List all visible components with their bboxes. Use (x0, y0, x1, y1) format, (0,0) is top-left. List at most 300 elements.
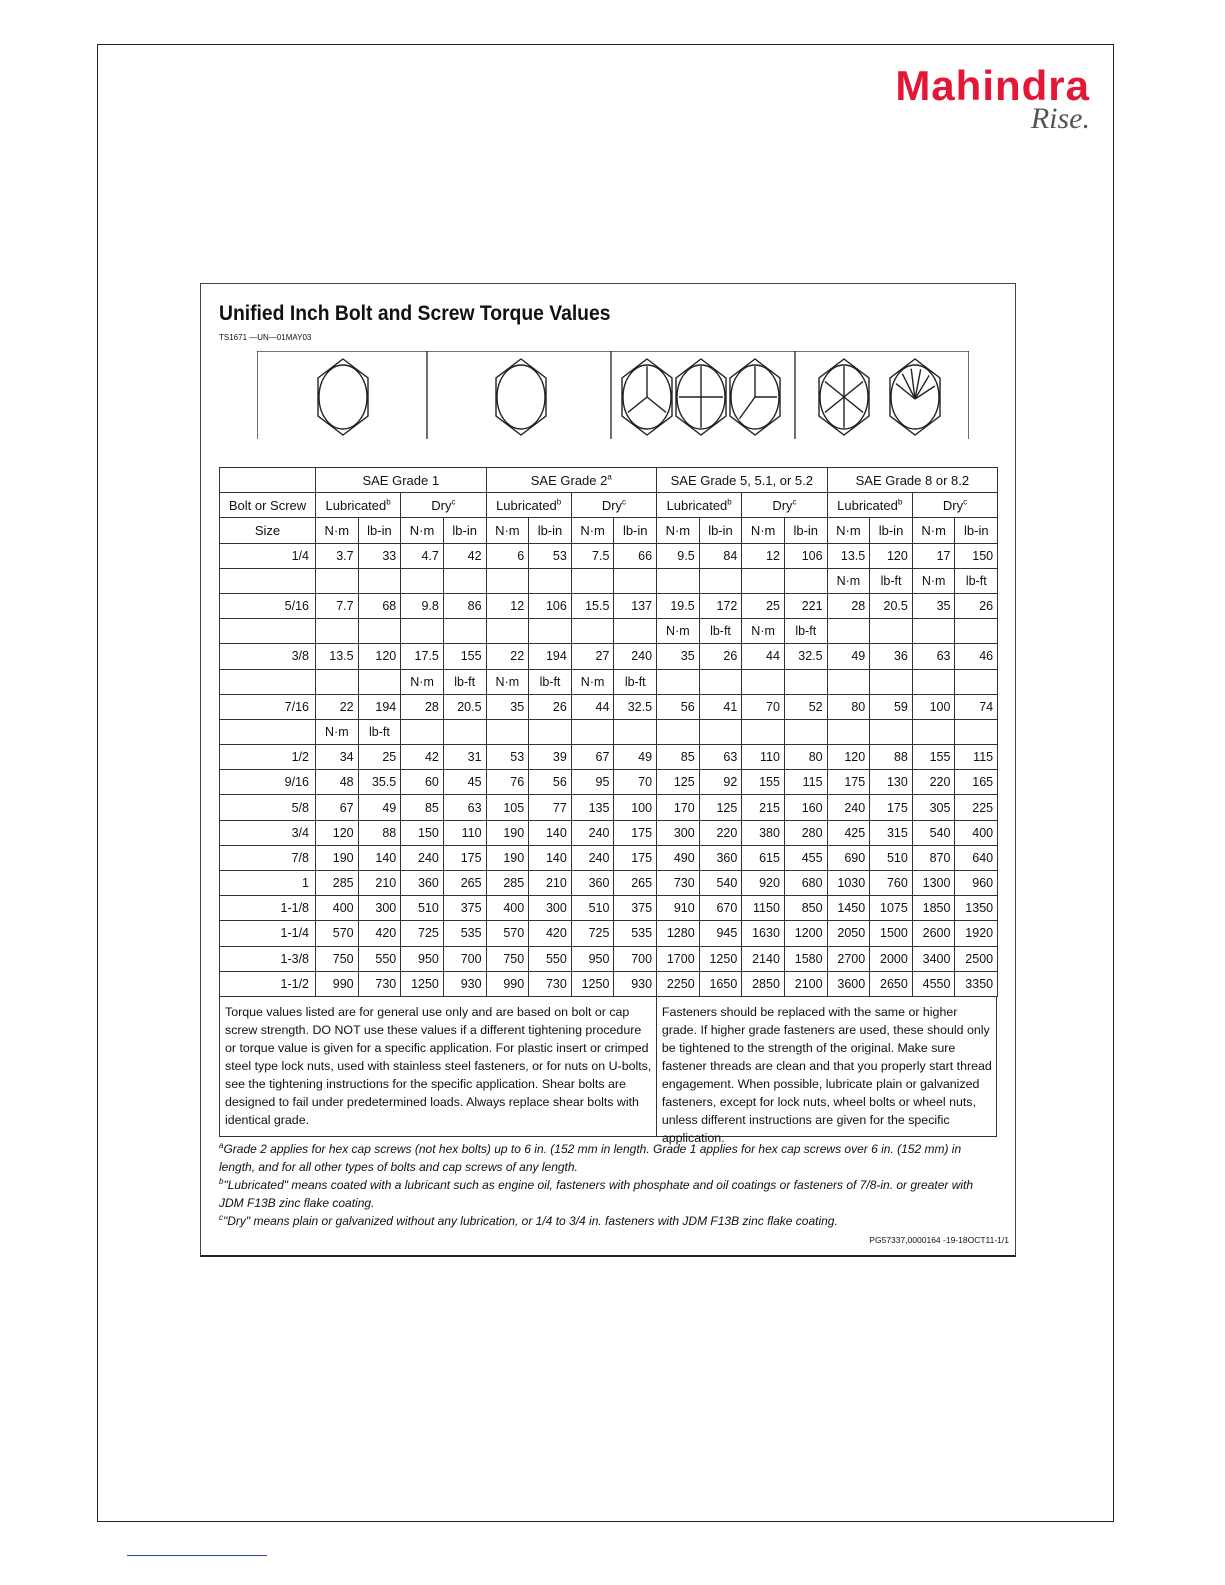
torque-value-cell: 300 (358, 896, 401, 921)
bolt-size-cell: 1-1/2 (220, 971, 316, 996)
table-row (220, 946, 998, 971)
torque-value-cell (699, 568, 742, 593)
table-row (220, 593, 998, 618)
torque-value-cell (316, 619, 359, 644)
bolt-size-cell: 1-3/8 (220, 946, 316, 971)
three-radial-lines-head-icon (730, 359, 780, 435)
torque-value-cell (827, 669, 870, 694)
torque-value-cell: 690 (827, 845, 870, 870)
torque-value-cell (614, 619, 657, 644)
torque-value-cell: 49 (358, 795, 401, 820)
grade-header (316, 468, 487, 493)
torque-value-cell: 85 (657, 745, 700, 770)
torque-value-cell: 175 (827, 770, 870, 795)
torque-value-cell: 88 (358, 820, 401, 845)
grade-header-label: SAE Grade 8 or 8.2 (855, 472, 970, 488)
torque-value-cell: 63 (443, 795, 486, 820)
torque-value-cell: 215 (742, 795, 785, 820)
torque-value-cell (486, 719, 529, 744)
three-radial-lines-head-icon (622, 359, 672, 435)
torque-value-cell: 106 (784, 543, 827, 568)
unit-change-cell: N·m (742, 619, 785, 644)
torque-value-cell (657, 568, 700, 593)
torque-value-cell: 32.5 (614, 694, 657, 719)
torque-value-cell: 280 (784, 820, 827, 845)
torque-value-cell: 66 (614, 543, 657, 568)
mahindra-logo (836, 62, 1090, 134)
torque-value-cell: 510 (571, 896, 614, 921)
torque-value-cell: 420 (358, 921, 401, 946)
unit-header: N·m (316, 518, 359, 543)
torque-value-cell: 285 (316, 871, 359, 896)
lubricated-header (827, 493, 912, 518)
torque-value-cell: 27 (571, 644, 614, 669)
torque-value-cell: 1200 (784, 921, 827, 946)
torque-value-cell: 194 (529, 644, 572, 669)
torque-value-cell: 1700 (657, 946, 700, 971)
torque-value-cell: 570 (486, 921, 529, 946)
torque-value-cell (870, 719, 913, 744)
torque-value-cell: 960 (955, 871, 998, 896)
torque-value-cell: 750 (486, 946, 529, 971)
torque-value-cell: 2600 (912, 921, 955, 946)
torque-value-cell: 4.7 (401, 543, 444, 568)
bolt-size-cell (220, 719, 316, 744)
bolt-size-cell: 5/8 (220, 795, 316, 820)
torque-value-cell (870, 619, 913, 644)
torque-value-cell: 110 (443, 820, 486, 845)
torque-value-cell: 360 (401, 871, 444, 896)
torque-value-cell: 300 (529, 896, 572, 921)
torque-value-cell: 300 (657, 820, 700, 845)
torque-value-cell: 510 (401, 896, 444, 921)
lubricated-label: Lubricated (837, 497, 898, 513)
torque-value-cell: 315 (870, 820, 913, 845)
torque-value-cell: 155 (912, 745, 955, 770)
torque-value-cell: 70 (614, 770, 657, 795)
torque-value-cell: 63 (912, 644, 955, 669)
plain-hex-head-icon (496, 359, 546, 435)
grade-header-label: SAE Grade 1 (362, 472, 440, 488)
torque-value-cell: 68 (358, 593, 401, 618)
torque-value-cell: 34 (316, 745, 359, 770)
unit-change-cell: N·m (827, 568, 870, 593)
torque-value-cell: 28 (827, 593, 870, 618)
torque-value-cell: 760 (870, 871, 913, 896)
torque-value-cell: 535 (614, 921, 657, 946)
torque-table (219, 467, 998, 997)
torque-value-cell: 730 (358, 971, 401, 996)
torque-value-cell: 1150 (742, 896, 785, 921)
torque-spec-sheet (200, 283, 1016, 1257)
torque-value-cell: 1030 (827, 871, 870, 896)
bolt-size-cell: 9/16 (220, 770, 316, 795)
torque-value-cell: 210 (529, 871, 572, 896)
torque-value-cell (443, 568, 486, 593)
torque-value-cell: 490 (657, 845, 700, 870)
torque-value-cell: 1650 (699, 971, 742, 996)
unit-header: lb-in (870, 518, 913, 543)
unit-change-cell: lb-ft (955, 568, 998, 593)
bolt-size-cell (220, 669, 316, 694)
torque-value-cell: 77 (529, 795, 572, 820)
torque-value-cell: 105 (486, 795, 529, 820)
torque-value-cell: 240 (571, 845, 614, 870)
torque-value-cell (742, 568, 785, 593)
torque-value-cell: 570 (316, 921, 359, 946)
torque-value-cell: 400 (486, 896, 529, 921)
torque-value-cell: 175 (614, 845, 657, 870)
torque-value-cell: 375 (443, 896, 486, 921)
torque-value-cell: 3400 (912, 946, 955, 971)
torque-value-cell: 172 (699, 593, 742, 618)
torque-value-cell: 80 (827, 694, 870, 719)
document-reference: PG57337,0000164 -19-18OCT11-1/1 (869, 1235, 1009, 1245)
torque-value-cell: 53 (529, 543, 572, 568)
table-row (220, 694, 998, 719)
table-row (220, 543, 998, 568)
torque-value-cell (443, 619, 486, 644)
usage-notes (219, 997, 997, 1145)
torque-value-cell: 12 (742, 543, 785, 568)
torque-value-cell: 1580 (784, 946, 827, 971)
torque-value-cell: 150 (401, 820, 444, 845)
lubricated-header (316, 493, 401, 518)
torque-value-cell: 1250 (571, 971, 614, 996)
torque-value-cell (529, 719, 572, 744)
torque-value-cell (912, 669, 955, 694)
torque-value-cell: 56 (529, 770, 572, 795)
torque-value-cell: 13.5 (827, 543, 870, 568)
brand-tagline: Rise. (1030, 102, 1090, 135)
torque-value-cell: 175 (614, 820, 657, 845)
unit-header: N·m (486, 518, 529, 543)
unit-header: N·m (912, 518, 955, 543)
torque-value-cell: 45 (443, 770, 486, 795)
torque-value-cell: 17.5 (401, 644, 444, 669)
bolt-size-cell: 3/8 (220, 644, 316, 669)
torque-value-cell: 175 (443, 845, 486, 870)
size-label: Size (220, 518, 316, 543)
torque-value-cell: 194 (358, 694, 401, 719)
torque-value-cell: 42 (401, 745, 444, 770)
torque-value-cell: 225 (955, 795, 998, 820)
torque-value-cell: 175 (870, 795, 913, 820)
grade-header-label: SAE Grade 5, 5.1, or 5.2 (670, 472, 813, 488)
torque-value-cell: 455 (784, 845, 827, 870)
torque-value-cell: 2850 (742, 971, 785, 996)
torque-value-cell: 160 (784, 795, 827, 820)
table-row (220, 619, 998, 644)
torque-value-cell (358, 568, 401, 593)
torque-value-cell: 640 (955, 845, 998, 870)
torque-value-cell: 170 (657, 795, 700, 820)
bolt-head-strip-svg (257, 351, 969, 441)
torque-value-cell: 155 (742, 770, 785, 795)
torque-value-cell: 420 (529, 921, 572, 946)
torque-value-cell: 35.5 (358, 770, 401, 795)
unit-header: lb-in (614, 518, 657, 543)
torque-value-cell (614, 568, 657, 593)
unit-header-row (220, 518, 998, 543)
blank-header-cell (220, 468, 316, 493)
table-row (220, 644, 998, 669)
torque-value-cell: 33 (358, 543, 401, 568)
torque-value-cell: 80 (784, 745, 827, 770)
table-row (220, 820, 998, 845)
torque-value-cell: 120 (870, 543, 913, 568)
torque-value-cell (358, 669, 401, 694)
torque-value-cell: 360 (699, 845, 742, 870)
torque-value-cell (955, 669, 998, 694)
grade-header (827, 468, 998, 493)
torque-value-cell: 100 (912, 694, 955, 719)
torque-value-cell: 1350 (955, 896, 998, 921)
torque-value-cell: 74 (955, 694, 998, 719)
torque-value-cell: 41 (699, 694, 742, 719)
torque-value-cell: 17 (912, 543, 955, 568)
torque-value-cell: 945 (699, 921, 742, 946)
torque-value-cell: 910 (657, 896, 700, 921)
torque-value-cell (401, 619, 444, 644)
torque-value-cell: 240 (401, 845, 444, 870)
torque-value-cell (955, 719, 998, 744)
torque-value-cell: 70 (742, 694, 785, 719)
torque-value-cell: 1630 (742, 921, 785, 946)
torque-value-cell (784, 568, 827, 593)
dry-header (912, 493, 997, 518)
footnote-mark: c (963, 497, 968, 507)
torque-value-cell: 56 (657, 694, 700, 719)
torque-value-cell: 115 (784, 770, 827, 795)
torque-value-cell: 140 (529, 845, 572, 870)
table-row (220, 921, 998, 946)
footnote-mark: c (451, 497, 456, 507)
torque-value-cell (443, 719, 486, 744)
grade-header (657, 468, 828, 493)
torque-value-cell: 3600 (827, 971, 870, 996)
torque-value-cell: 63 (699, 745, 742, 770)
torque-value-cell: 130 (870, 770, 913, 795)
footnote-mark: c (792, 497, 797, 507)
bolt-size-cell: 3/4 (220, 820, 316, 845)
unit-change-cell: N·m (316, 719, 359, 744)
torque-value-cell: 221 (784, 593, 827, 618)
footnote-mark: b (727, 497, 732, 507)
torque-value-cell: 950 (401, 946, 444, 971)
torque-value-cell: 67 (316, 795, 359, 820)
torque-value-cell: 615 (742, 845, 785, 870)
torque-value-cell: 48 (316, 770, 359, 795)
torque-value-cell: 220 (912, 770, 955, 795)
unit-change-cell: lb-ft (529, 669, 572, 694)
torque-value-cell: 425 (827, 820, 870, 845)
torque-value-cell (699, 719, 742, 744)
torque-value-cell (486, 568, 529, 593)
document-title: Unified Inch Bolt and Screw Torque Values (219, 302, 611, 325)
unit-header: N·m (571, 518, 614, 543)
torque-value-cell: 550 (529, 946, 572, 971)
torque-value-cell: 400 (316, 896, 359, 921)
torque-value-cell: 930 (614, 971, 657, 996)
torque-value-cell: 120 (827, 745, 870, 770)
torque-value-cell: 2650 (870, 971, 913, 996)
torque-value-cell: 35 (657, 644, 700, 669)
torque-value-cell (870, 669, 913, 694)
bolt-size-cell: 7/8 (220, 845, 316, 870)
bolt-size-cell: 1-1/4 (220, 921, 316, 946)
torque-value-cell: 750 (316, 946, 359, 971)
table-row (220, 669, 998, 694)
lubricated-label: Lubricated (666, 497, 728, 513)
torque-value-cell: 25 (358, 745, 401, 770)
torque-value-cell: 76 (486, 770, 529, 795)
torque-value-cell: 25 (742, 593, 785, 618)
footnote-mark: b (556, 497, 562, 507)
unit-change-cell: lb-ft (358, 719, 401, 744)
torque-value-cell: 240 (614, 644, 657, 669)
torque-value-cell (742, 669, 785, 694)
unit-change-cell: lb-ft (870, 568, 913, 593)
torque-value-cell: 60 (401, 770, 444, 795)
torque-value-cell: 9.8 (401, 593, 444, 618)
torque-value-cell (614, 719, 657, 744)
torque-value-cell: 137 (614, 593, 657, 618)
unit-header: lb-in (784, 518, 827, 543)
torque-value-cell: 220 (699, 820, 742, 845)
unit-header: lb-in (443, 518, 486, 543)
bolt-size-cell: 1-1/8 (220, 896, 316, 921)
torque-value-cell (827, 719, 870, 744)
unit-header: lb-in (529, 518, 572, 543)
torque-value-cell: 540 (699, 871, 742, 896)
torque-value-cell: 39 (529, 745, 572, 770)
torque-value-cell (912, 619, 955, 644)
torque-value-cell: 990 (486, 971, 529, 996)
torque-value-cell (529, 568, 572, 593)
torque-value-cell: 52 (784, 694, 827, 719)
torque-value-cell (827, 619, 870, 644)
torque-value-cell: 26 (955, 593, 998, 618)
torque-value-cell: 700 (614, 946, 657, 971)
torque-value-cell: 725 (571, 921, 614, 946)
footnotes (219, 1140, 999, 1230)
torque-value-cell: 265 (443, 871, 486, 896)
footnote-c: $^c$"Dry" means plain or galvanized without any lubrication, or 1/4 to 3/4 in. fasteners with JDM F13B zinc flake coating. (219, 1213, 838, 1228)
torque-value-cell: 22 (316, 694, 359, 719)
unit-change-cell: lb-ft (784, 619, 827, 644)
torque-value-cell: 135 (571, 795, 614, 820)
table-row (220, 871, 998, 896)
torque-value-cell: 2250 (657, 971, 700, 996)
unit-header: N·m (742, 518, 785, 543)
torque-value-cell: 35 (912, 593, 955, 618)
table-row (220, 770, 998, 795)
torque-value-cell: 85 (401, 795, 444, 820)
torque-value-cell: 190 (486, 820, 529, 845)
torque-value-cell (358, 619, 401, 644)
unit-header: N·m (827, 518, 870, 543)
dry-label: Dry (431, 497, 452, 513)
six-radial-lines-head-icon (819, 359, 869, 435)
torque-value-cell: 22 (486, 644, 529, 669)
document-code: TS1671 —UN—01MAY03 (219, 333, 312, 342)
torque-value-cell (316, 669, 359, 694)
torque-value-cell: 2100 (784, 971, 827, 996)
table-row (220, 719, 998, 744)
torque-value-cell: 730 (657, 871, 700, 896)
torque-value-cell: 2140 (742, 946, 785, 971)
torque-value-cell: 240 (571, 820, 614, 845)
torque-value-cell: 84 (699, 543, 742, 568)
torque-value-cell: 49 (614, 745, 657, 770)
torque-value-cell: 1850 (912, 896, 955, 921)
bolt-size-cell (220, 568, 316, 593)
torque-value-cell (571, 568, 614, 593)
torque-value-cell (571, 719, 614, 744)
torque-value-cell: 53 (486, 745, 529, 770)
table-row (220, 971, 998, 996)
torque-value-cell: 20.5 (870, 593, 913, 618)
torque-value-cell: 110 (742, 745, 785, 770)
torque-value-cell: 725 (401, 921, 444, 946)
torque-value-cell: 1500 (870, 921, 913, 946)
torque-value-cell: 115 (955, 745, 998, 770)
unit-header: N·m (657, 518, 700, 543)
torque-value-cell: 49 (827, 644, 870, 669)
torque-value-cell: 67 (571, 745, 614, 770)
torque-value-cell: 26 (699, 644, 742, 669)
torque-value-cell: 140 (529, 820, 572, 845)
torque-value-cell: 92 (699, 770, 742, 795)
torque-value-cell: 1300 (912, 871, 955, 896)
table-row (220, 896, 998, 921)
unit-change-cell: N·m (571, 669, 614, 694)
torque-value-cell: 190 (316, 845, 359, 870)
torque-value-cell: 1280 (657, 921, 700, 946)
torque-value-cell: 46 (955, 644, 998, 669)
torque-value-cell: 535 (443, 921, 486, 946)
torque-value-cell: 59 (870, 694, 913, 719)
lubricated-header (486, 493, 571, 518)
torque-value-cell (486, 619, 529, 644)
torque-value-cell: 4550 (912, 971, 955, 996)
torque-value-cell: 6 (486, 543, 529, 568)
torque-value-cell: 35 (486, 694, 529, 719)
bolt-or-screw-label: Bolt or Screw (220, 493, 316, 518)
condition-header-row (220, 493, 998, 518)
torque-value-cell: 20.5 (443, 694, 486, 719)
torque-value-cell: 26 (529, 694, 572, 719)
torque-value-cell: 15.5 (571, 593, 614, 618)
page-link-underline[interactable] (127, 1555, 267, 1556)
three-radial-lines-head-icon (676, 359, 726, 435)
torque-value-cell: 400 (955, 820, 998, 845)
bolt-size-cell (220, 619, 316, 644)
torque-value-cell: 1075 (870, 896, 913, 921)
dry-label: Dry (772, 497, 793, 513)
grade-header-row (220, 468, 998, 493)
torque-value-cell: 210 (358, 871, 401, 896)
unit-header: lb-in (699, 518, 742, 543)
torque-value-cell: 165 (955, 770, 998, 795)
torque-value-cell: 870 (912, 845, 955, 870)
torque-value-cell: 2050 (827, 921, 870, 946)
note-fastener-replacement: Fasteners should be replaced with the same or higher grade. If higher grade fasteners are used, these should only be tightened to the strength of the original. Make sure fastener threads are clean and that you properly start thread engagement. When possible, lubricate plain or galvanized fasteners, except for lock nuts, wheel bolts or wheel nuts, unless different instructions are given for the specific application. (661, 1005, 992, 1145)
torque-value-cell: 7.5 (571, 543, 614, 568)
torque-value-cell: 1250 (401, 971, 444, 996)
bolt-head-markings (257, 351, 969, 441)
